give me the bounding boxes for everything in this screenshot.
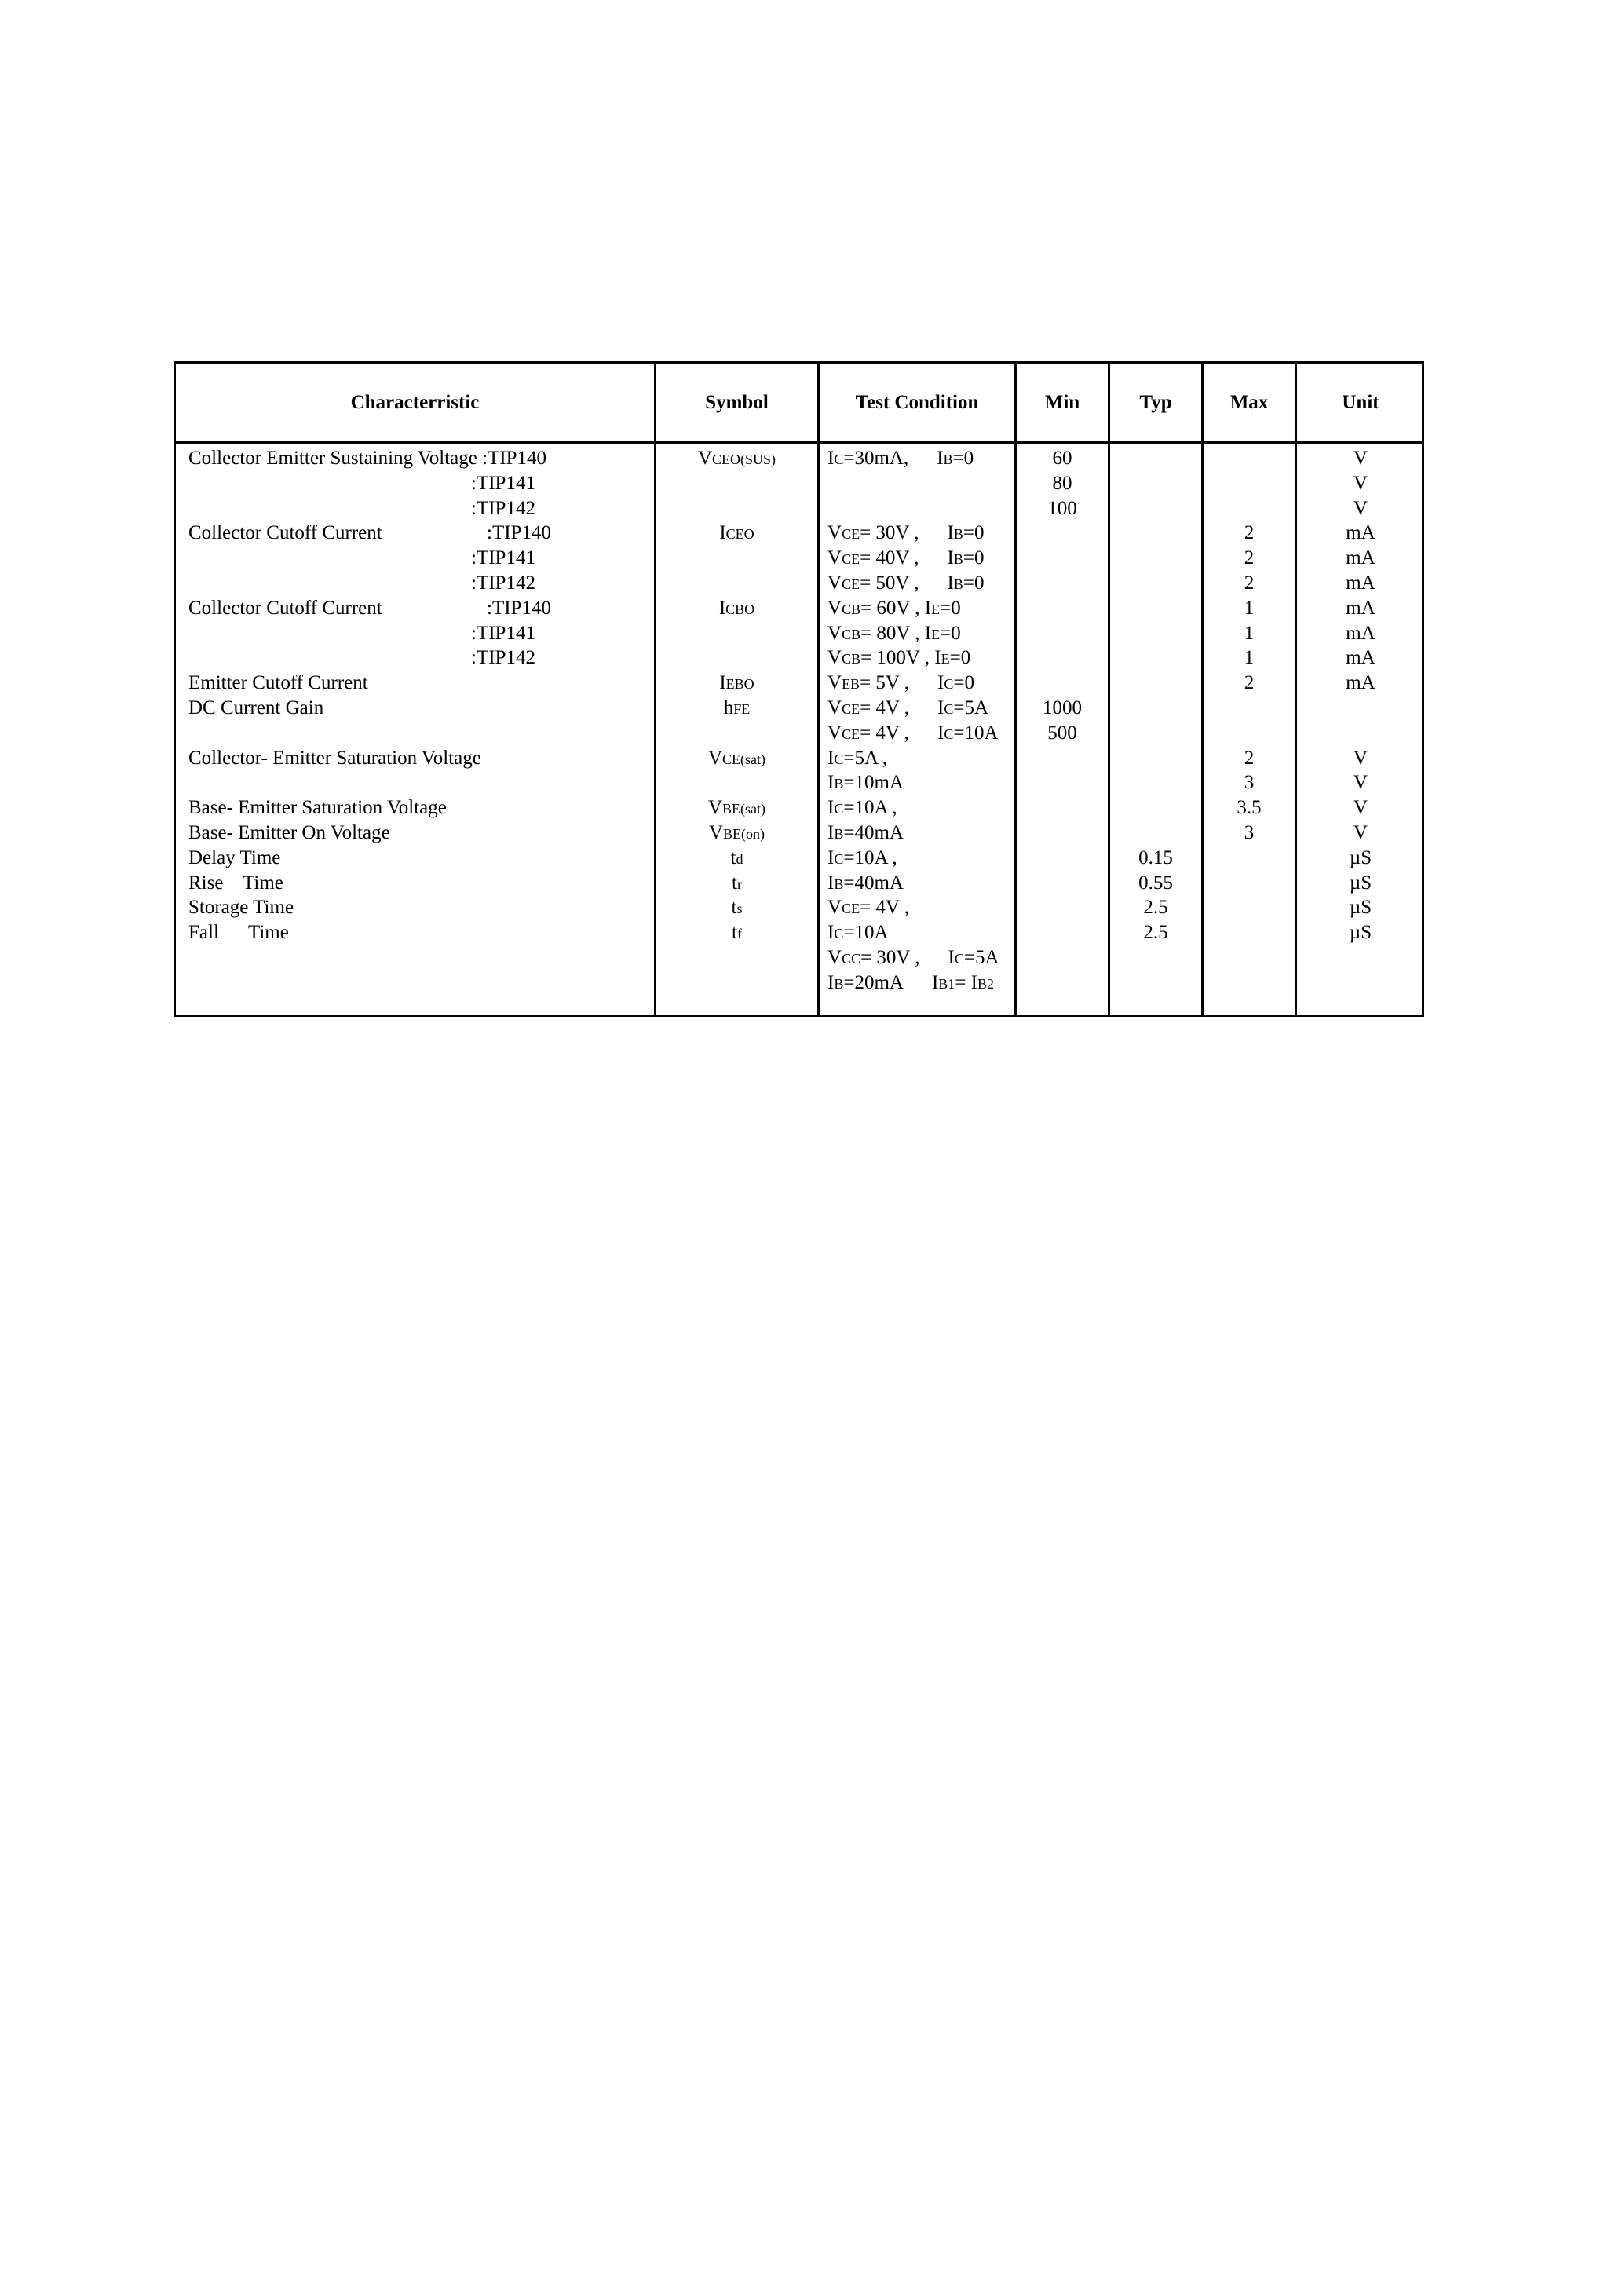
- typ-value-cell: 0.55: [1138, 872, 1173, 894]
- max-value-cell: 3: [1244, 822, 1255, 843]
- test-condition-cell: VCB= 100V , IE=0: [827, 647, 971, 668]
- unit-cell: V: [1353, 498, 1368, 519]
- characteristic-cell: Collector Emitter Sustaining Voltage :TIP140: [188, 448, 546, 469]
- header-max: Max: [1229, 391, 1269, 413]
- header-characteristic: Characterristic: [350, 391, 480, 413]
- max-value-cell: 1: [1244, 598, 1255, 619]
- test-condition-cell: IC=10A ,: [827, 797, 897, 818]
- header-test-condition: Test Condition: [855, 391, 979, 413]
- test-condition-cell: VCE= 50V , IB=0: [827, 572, 985, 594]
- unit-cell: µS: [1349, 872, 1372, 894]
- test-condition-cell: VCE= 4V ,: [827, 897, 910, 918]
- header-typ: Typ: [1139, 391, 1172, 413]
- unit-cell: V: [1353, 448, 1368, 469]
- test-condition-cell: VCE= 4V , IC=10A: [827, 722, 999, 744]
- max-value-cell: 2: [1244, 547, 1255, 569]
- symbol-cell: VCE(sat): [707, 748, 766, 769]
- symbol-cell: IEBO: [719, 672, 754, 693]
- min-value-cell: 100: [1047, 498, 1077, 519]
- unit-cell: mA: [1346, 547, 1375, 569]
- column-divider: [817, 364, 820, 1015]
- header-min: Min: [1044, 391, 1080, 413]
- characteristic-cell: Rise Time: [188, 872, 283, 894]
- test-condition-cell: IB=40mA: [827, 822, 904, 843]
- unit-cell: mA: [1346, 672, 1375, 693]
- electrical-characteristics-table: [174, 361, 1424, 1017]
- characteristic-cell: Emitter Cutoff Current: [188, 672, 368, 693]
- test-condition-cell: IC=10A: [827, 922, 889, 943]
- symbol-cell: tf: [732, 922, 742, 943]
- characteristic-cell: Collector- Emitter Saturation Voltage: [188, 748, 481, 769]
- characteristic-cell: Base- Emitter Saturation Voltage: [188, 797, 447, 818]
- header-unit: Unit: [1342, 391, 1379, 413]
- symbol-cell: VBE(sat): [707, 797, 766, 818]
- symbol-cell: tr: [732, 872, 742, 894]
- unit-cell: V: [1353, 748, 1368, 769]
- max-value-cell: 3: [1244, 772, 1255, 793]
- characteristic-cell: :TIP141: [471, 623, 535, 644]
- test-condition-cell: IC=5A ,: [827, 748, 888, 769]
- characteristic-cell: Base- Emitter On Voltage: [188, 822, 390, 843]
- max-value-cell: 3.5: [1237, 797, 1262, 818]
- unit-cell: V: [1353, 772, 1368, 793]
- characteristic-cell: :TIP142: [471, 498, 535, 519]
- characteristic-cell: Delay Time: [188, 847, 281, 868]
- min-value-cell: 500: [1047, 722, 1077, 744]
- unit-cell: mA: [1346, 598, 1375, 619]
- unit-cell: mA: [1346, 623, 1375, 644]
- characteristic-cell: :TIP142: [471, 572, 535, 594]
- test-condition-cell: IB=40mA: [827, 872, 904, 894]
- unit-cell: mA: [1346, 522, 1375, 543]
- unit-cell: V: [1353, 822, 1368, 843]
- unit-cell: V: [1353, 473, 1368, 494]
- symbol-cell: td: [730, 847, 743, 868]
- max-value-cell: 2: [1244, 572, 1255, 594]
- symbol-cell: hFE: [723, 697, 751, 718]
- max-value-cell: 2: [1244, 522, 1255, 543]
- max-value-cell: 1: [1244, 647, 1255, 668]
- typ-value-cell: 0.15: [1138, 847, 1173, 868]
- characteristic-cell: Collector Cutoff Current: [188, 522, 382, 543]
- characteristic-cell: Storage Time: [188, 897, 294, 918]
- max-value-cell: 2: [1244, 748, 1255, 769]
- max-value-cell: 1: [1244, 623, 1255, 644]
- symbol-cell: ICEO: [719, 522, 754, 543]
- unit-cell: µS: [1349, 922, 1372, 943]
- typ-value-cell: 2.5: [1143, 897, 1168, 918]
- test-condition-cell: VCE= 4V , IC=5A: [827, 697, 989, 718]
- test-condition-cell: VCE= 40V , IB=0: [827, 547, 985, 569]
- min-value-cell: 1000: [1043, 697, 1082, 718]
- test-condition-cell: IC=30mA, IB=0: [827, 448, 974, 469]
- test-condition-cell: VCB= 80V , IE=0: [827, 623, 961, 644]
- test-condition-cell: IB=10mA: [827, 772, 904, 793]
- symbol-cell: ICBO: [718, 598, 755, 619]
- unit-cell: V: [1353, 797, 1368, 818]
- characteristic-part-cell: :TIP140: [487, 598, 551, 619]
- test-condition-cell: VCC= 30V , IC=5A: [827, 947, 999, 968]
- test-condition-cell: IC=10A ,: [827, 847, 897, 868]
- unit-cell: mA: [1346, 647, 1375, 668]
- characteristic-cell: DC Current Gain: [188, 697, 324, 718]
- characteristic-cell: Fall Time: [188, 922, 289, 943]
- characteristic-part-cell: :TIP140: [487, 522, 551, 543]
- test-condition-cell: IB=20mA IB1= IB2: [827, 972, 994, 993]
- typ-value-cell: 2.5: [1143, 922, 1168, 943]
- symbol-cell: VCEO(SUS): [697, 448, 776, 469]
- characteristic-cell: :TIP141: [471, 547, 535, 569]
- symbol-cell: ts: [731, 897, 743, 918]
- header-symbol: Symbol: [705, 391, 769, 413]
- characteristic-cell: :TIP141: [471, 473, 535, 494]
- characteristic-cell: Collector Cutoff Current: [188, 598, 382, 619]
- characteristic-cell: :TIP142: [471, 647, 535, 668]
- test-condition-cell: VCE= 30V , IB=0: [827, 522, 985, 543]
- unit-cell: µS: [1349, 897, 1372, 918]
- test-condition-cell: VCB= 60V , IE=0: [827, 598, 961, 619]
- unit-cell: mA: [1346, 572, 1375, 594]
- min-value-cell: 60: [1052, 448, 1072, 469]
- max-value-cell: 2: [1244, 672, 1255, 693]
- min-value-cell: 80: [1052, 473, 1072, 494]
- symbol-cell: VBE(on): [708, 822, 765, 843]
- unit-cell: µS: [1349, 847, 1372, 868]
- header-divider: [176, 441, 1422, 444]
- test-condition-cell: VEB= 5V , IC=0: [827, 672, 974, 693]
